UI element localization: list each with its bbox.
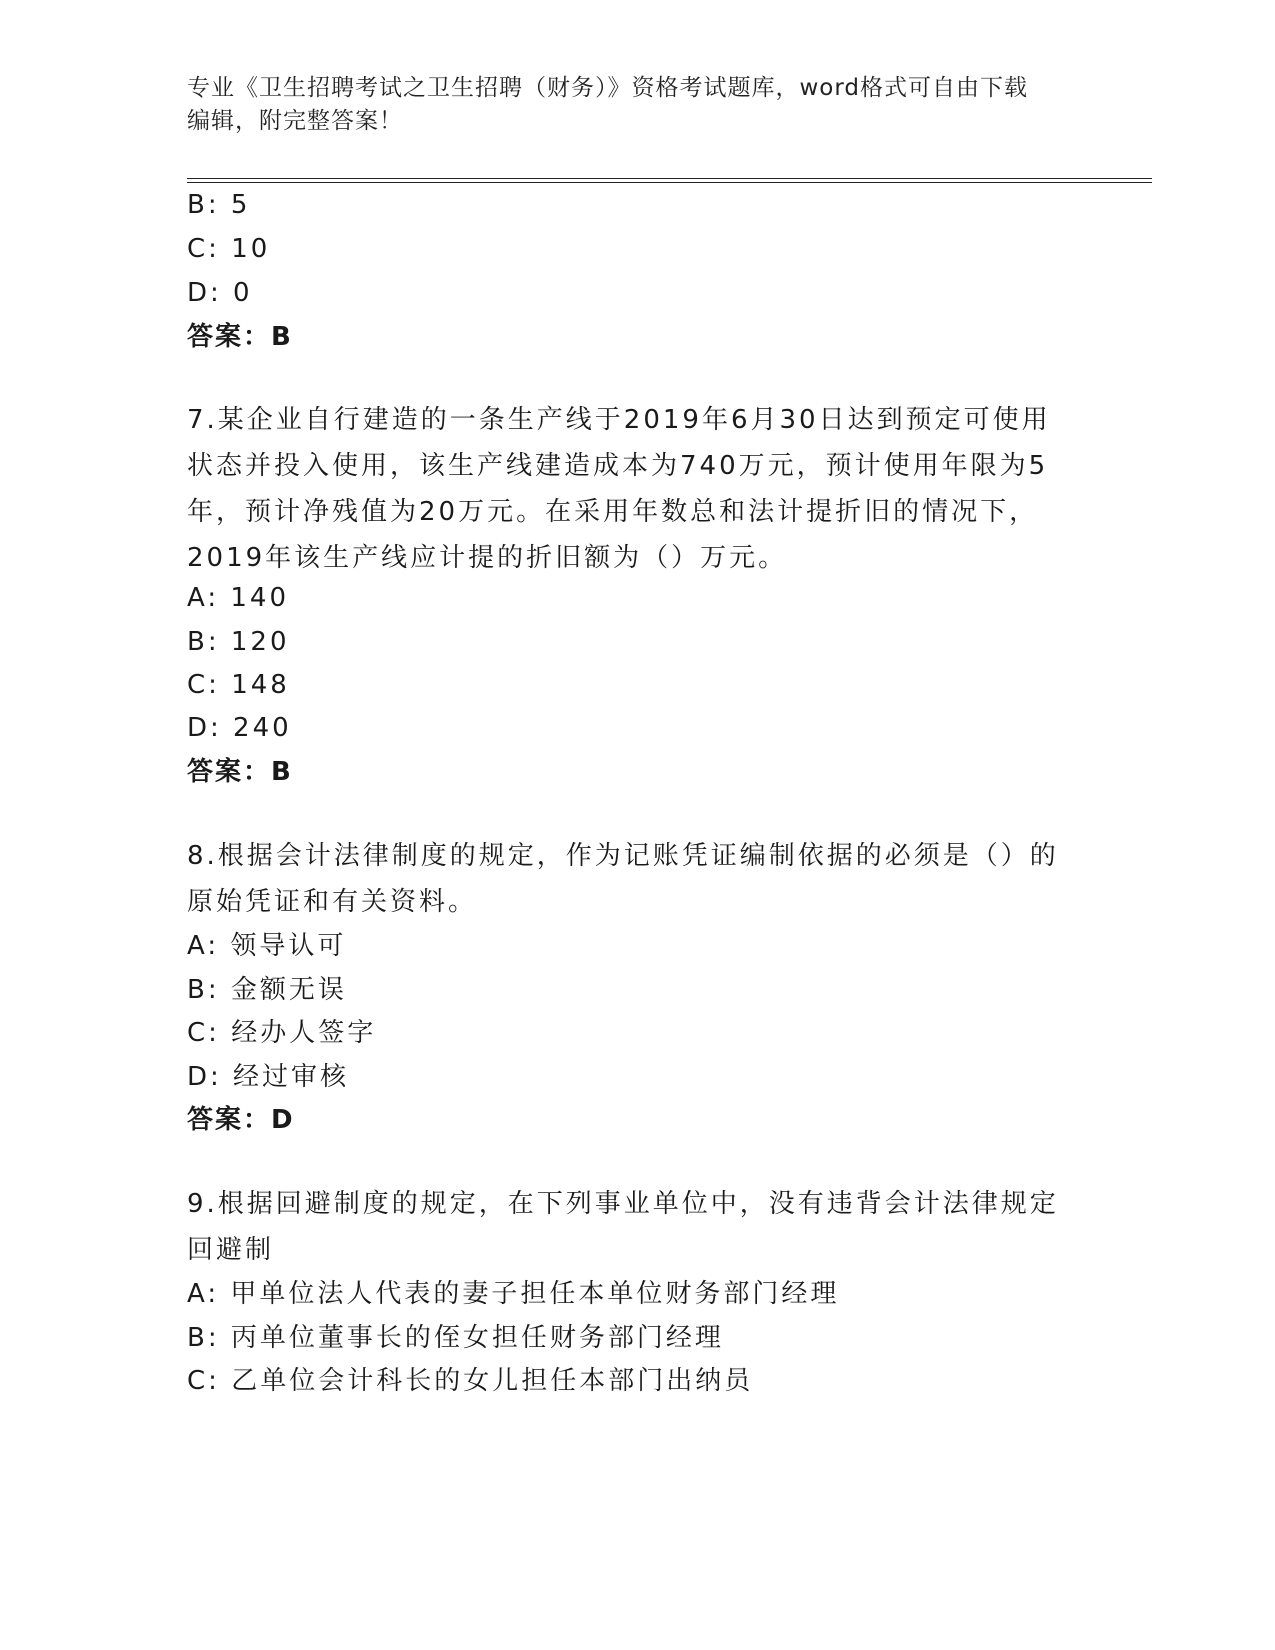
question-9-option-b	[187, 1323, 724, 1353]
question-7-line-3: 年，预计净残值为20万元。在采用年数总和法计提折旧的情况下，	[187, 497, 1039, 527]
question-9-line-2: 回避制	[187, 1235, 275, 1265]
question-9-option-c	[187, 1366, 753, 1396]
question-7-option-c	[187, 670, 290, 700]
header-line-2: 编辑，附完整答案！	[187, 108, 403, 134]
option-text: 148	[231, 670, 290, 700]
option-text: 金额无误	[230, 975, 347, 1005]
question-7-option-b	[187, 627, 290, 657]
option-label: A:	[187, 931, 231, 961]
option-text: 240	[233, 713, 292, 743]
prev-answer: 答案：B	[187, 322, 293, 352]
option-label: D:	[187, 1062, 234, 1092]
option-label: C:	[187, 1018, 232, 1048]
prev-option-c	[187, 234, 270, 264]
option-label: A:	[187, 1279, 231, 1309]
option-label: A:	[187, 583, 231, 613]
question-8-option-c	[187, 1018, 376, 1048]
header-line-1: 专业《卫生招聘考试之卫生招聘（财务）》资格考试题库，word格式可自由下载	[187, 75, 1029, 101]
question-7-option-d	[187, 713, 292, 743]
document-header	[187, 72, 1067, 138]
question-9-option-a	[187, 1279, 839, 1309]
question-9-line-1: 9.根据回避制度的规定，在下列事业单位中，没有违背会计法律规定	[187, 1189, 1059, 1219]
option-text: 领导认可	[230, 931, 347, 961]
option-text: 丙单位董事长的侄女担任财务部门经理	[230, 1323, 724, 1353]
option-text: 经办人签字	[231, 1018, 377, 1048]
option-label: B:	[187, 975, 231, 1005]
question-8-answer: 答案：D	[187, 1105, 295, 1135]
option-text: 140	[230, 583, 289, 613]
option-text: 经过审核	[233, 1062, 350, 1092]
prev-option-d	[187, 278, 253, 308]
option-label: C:	[187, 234, 232, 264]
question-8-line-1: 8.根据会计法律制度的规定，作为记账凭证编制依据的必须是（）的	[187, 841, 1059, 871]
option-label: B:	[187, 190, 231, 220]
header-divider-top	[187, 178, 1152, 179]
option-text: 10	[231, 234, 271, 264]
question-7-line-1: 7.某企业自行建造的一条生产线于2019年6月30日达到预定可使用	[187, 405, 1051, 435]
question-8-stem	[187, 833, 1067, 925]
option-label: D:	[187, 278, 234, 308]
question-8-option-b	[187, 975, 347, 1005]
question-7-line-2: 状态并投入使用，该生产线建造成本为740万元，预计使用年限为5	[187, 451, 1049, 481]
option-text: 5	[230, 190, 251, 220]
question-7-line-4: 2019年该生产线应计提的折旧额为（）万元。	[187, 543, 788, 573]
option-label: D:	[187, 713, 234, 743]
question-8-option-a	[187, 931, 346, 961]
option-text: 120	[230, 627, 290, 657]
option-label: B:	[187, 1323, 231, 1353]
option-text: 甲单位法人代表的妻子担任本单位财务部门经理	[230, 1279, 840, 1309]
option-label: C:	[187, 670, 232, 700]
option-text: 0	[233, 278, 253, 308]
option-label: C:	[187, 1366, 232, 1396]
question-8-option-d	[187, 1062, 349, 1092]
question-7-option-a	[187, 583, 289, 613]
question-7-answer: 答案：B	[187, 757, 293, 787]
question-7-stem	[187, 397, 1067, 581]
header-divider-bottom	[187, 182, 1152, 183]
question-9-stem	[187, 1181, 1067, 1273]
option-text: 乙单位会计科长的女儿担任本部门出纳员	[231, 1366, 754, 1396]
option-label: B:	[187, 627, 231, 657]
prev-option-b	[187, 190, 250, 220]
question-8-line-2: 原始凭证和有关资料。	[187, 887, 478, 917]
